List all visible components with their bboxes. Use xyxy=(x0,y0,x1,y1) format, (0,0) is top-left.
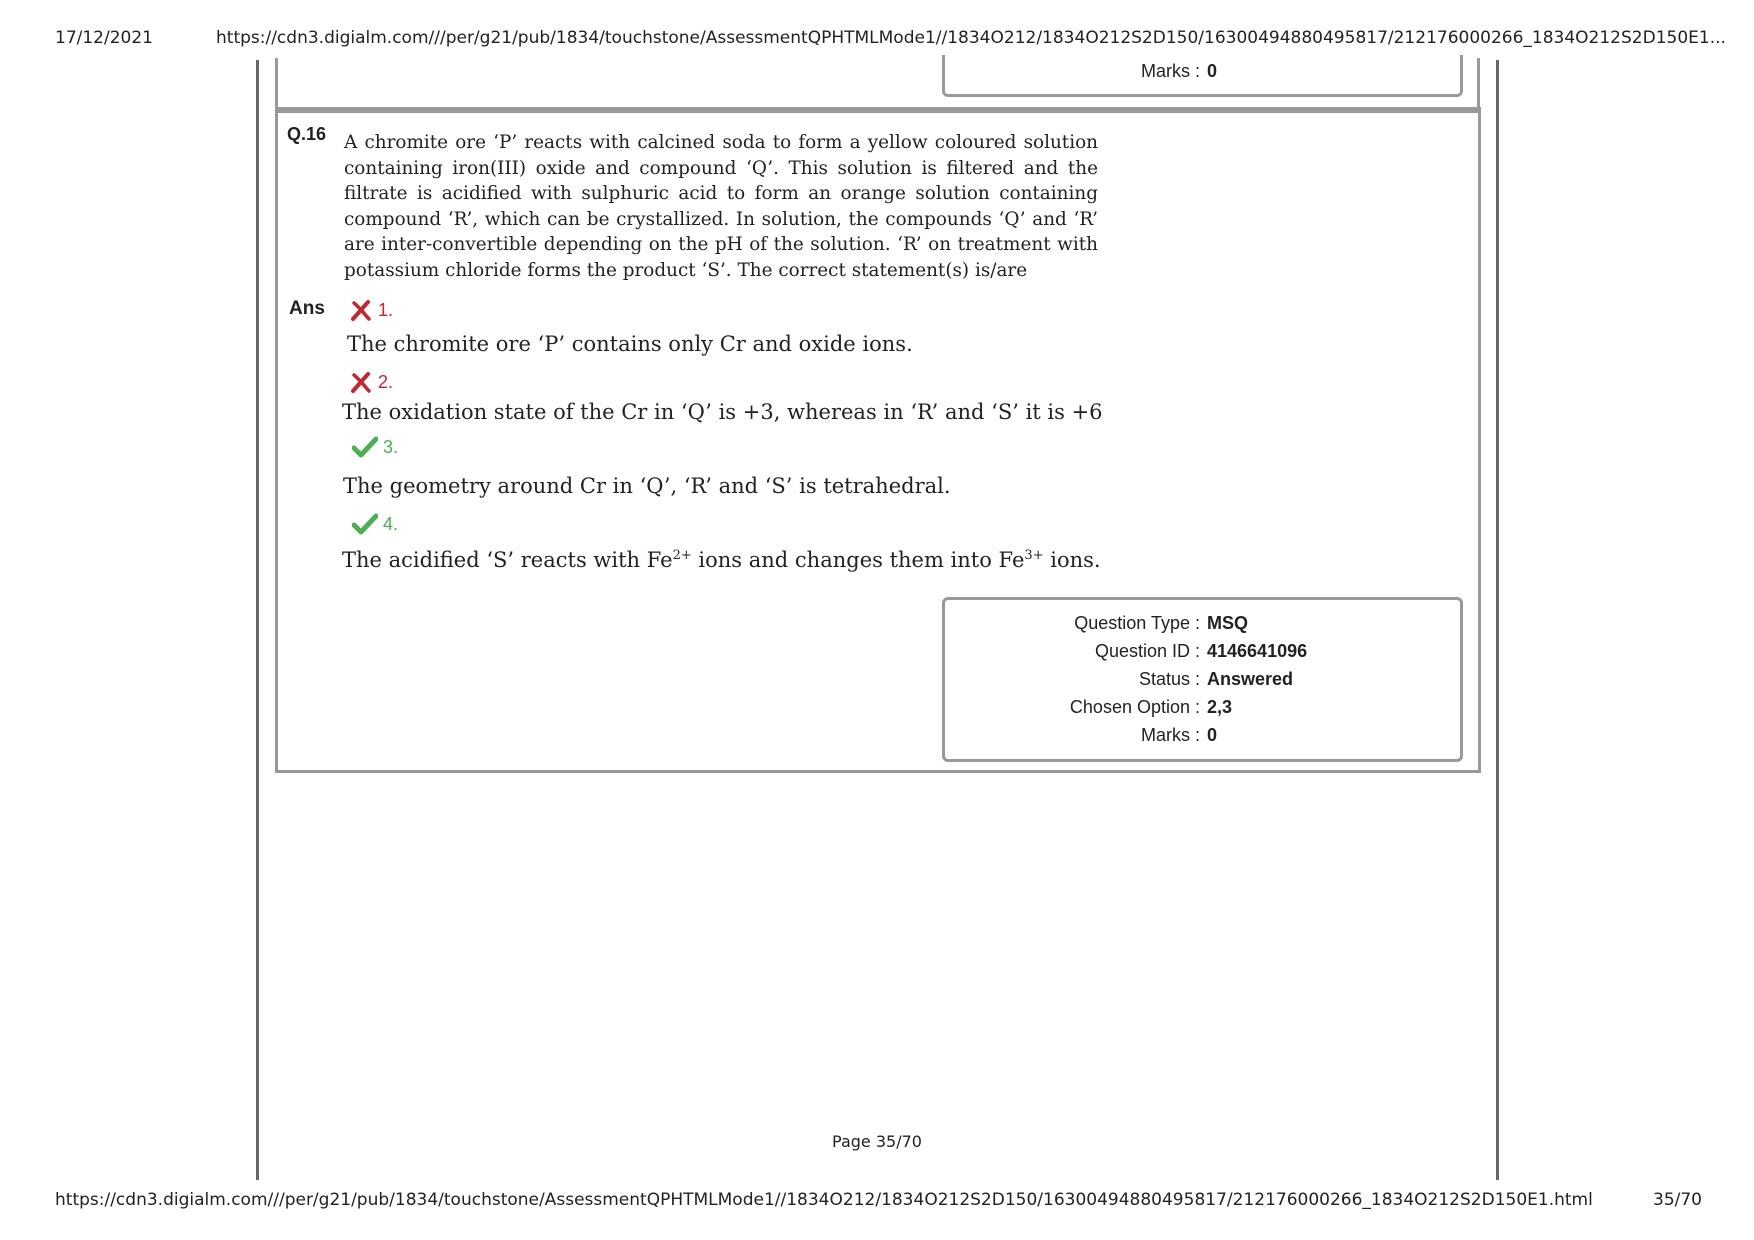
meta-key: Question ID : xyxy=(1094,641,1200,661)
meta-row-question-type xyxy=(945,613,1460,641)
option-3-marker xyxy=(352,436,398,458)
question-meta-box xyxy=(942,597,1463,762)
chosen-option-value: 2,3 xyxy=(1207,697,1233,717)
option-4-text xyxy=(342,548,1101,572)
meta-row-status xyxy=(945,669,1460,697)
option-1-text: The chromite ore ‘P’ contains only Cr and oxide ions. xyxy=(347,332,913,356)
option-2-number: 2. xyxy=(378,371,394,392)
page-frame-right xyxy=(1496,60,1499,1180)
question-type-value: MSQ xyxy=(1207,613,1249,633)
option-1-marker xyxy=(349,298,393,322)
superscript: 3+ xyxy=(1024,548,1044,563)
question-id-value: 4146641096 xyxy=(1207,641,1308,661)
prev-marks-key: Marks : xyxy=(1140,61,1200,81)
meta-key: Question Type : xyxy=(1074,613,1200,633)
option-3-number: 3. xyxy=(383,436,399,457)
cross-icon xyxy=(349,370,373,394)
meta-key: Status : xyxy=(1138,669,1200,689)
option-4-number: 4. xyxy=(383,513,399,534)
status-value: Answered xyxy=(1207,669,1294,689)
option-4-text-part: ions. xyxy=(1043,548,1101,572)
option-3-text: The geometry around Cr in ‘Q’, ‘R’ and ‘S’ is tetrahedral. xyxy=(343,474,951,498)
meta-key: Chosen Option : xyxy=(1069,697,1200,717)
answer-label: Ans xyxy=(289,298,325,319)
print-footer-url: https://cdn3.digialm.com///per/g21/pub/1834/touchstone/AssessmentQPHTMLMode1//1834O212/1834O212S2D150/16300494880495817/212176000266_1834O212S2D150E1.html xyxy=(55,1190,1593,1210)
meta-row-question-id xyxy=(945,641,1460,669)
question-text: A chromite ore ‘P’ reacts with calcined soda to form a yellow coloured solution containing iron(III) oxide and compound ‘Q’. This solution is filtered and the filtrate is acidified with sulphuric acid to form an orange solution containing compound ‘R’, which can be crystallized. In solution, the compounds ‘Q’ and ‘R’ are inter-convertible depending on the pH of the solution. ‘R’ on treatment with potassium chloride forms the product ‘S’. The correct statement(s) is/are xyxy=(344,132,1098,281)
marks-value: 0 xyxy=(1207,725,1218,745)
superscript: 2+ xyxy=(672,548,692,563)
meta-row-chosen-option xyxy=(945,697,1460,725)
checkmark-icon xyxy=(352,513,378,535)
cross-icon xyxy=(349,298,373,322)
meta-key: Marks : xyxy=(1140,725,1200,745)
print-footer-page: 35/70 xyxy=(1653,1190,1702,1210)
option-4-text-part: The acidified ‘S’ reacts with Fe xyxy=(342,548,673,572)
print-date: 17/12/2021 xyxy=(55,28,153,48)
option-4-marker xyxy=(352,513,398,535)
previous-question-meta xyxy=(942,55,1463,97)
page-frame-left xyxy=(256,60,259,1180)
option-2-text: The oxidation state of the Cr in ‘Q’ is +3, whereas in ‘R’ and ‘S’ it is +6 xyxy=(342,400,1103,424)
option-1-number: 1. xyxy=(378,299,394,320)
page-number-label: Page 35/70 xyxy=(832,1132,922,1151)
question-number: Q.16 xyxy=(287,124,327,144)
option-4-text-part: ions and changes them into Fe xyxy=(691,548,1025,572)
print-header-url: https://cdn3.digialm.com///per/g21/pub/1834/touchstone/AssessmentQPHTMLMode1//1834O212/1834O212S2D150/16300494880495817/212176000266_1834O212S2D150E1... xyxy=(216,28,1726,48)
checkmark-icon xyxy=(352,436,378,458)
meta-row-marks xyxy=(945,725,1460,753)
option-2-marker xyxy=(349,370,393,394)
prev-marks-value: 0 xyxy=(1207,61,1218,81)
